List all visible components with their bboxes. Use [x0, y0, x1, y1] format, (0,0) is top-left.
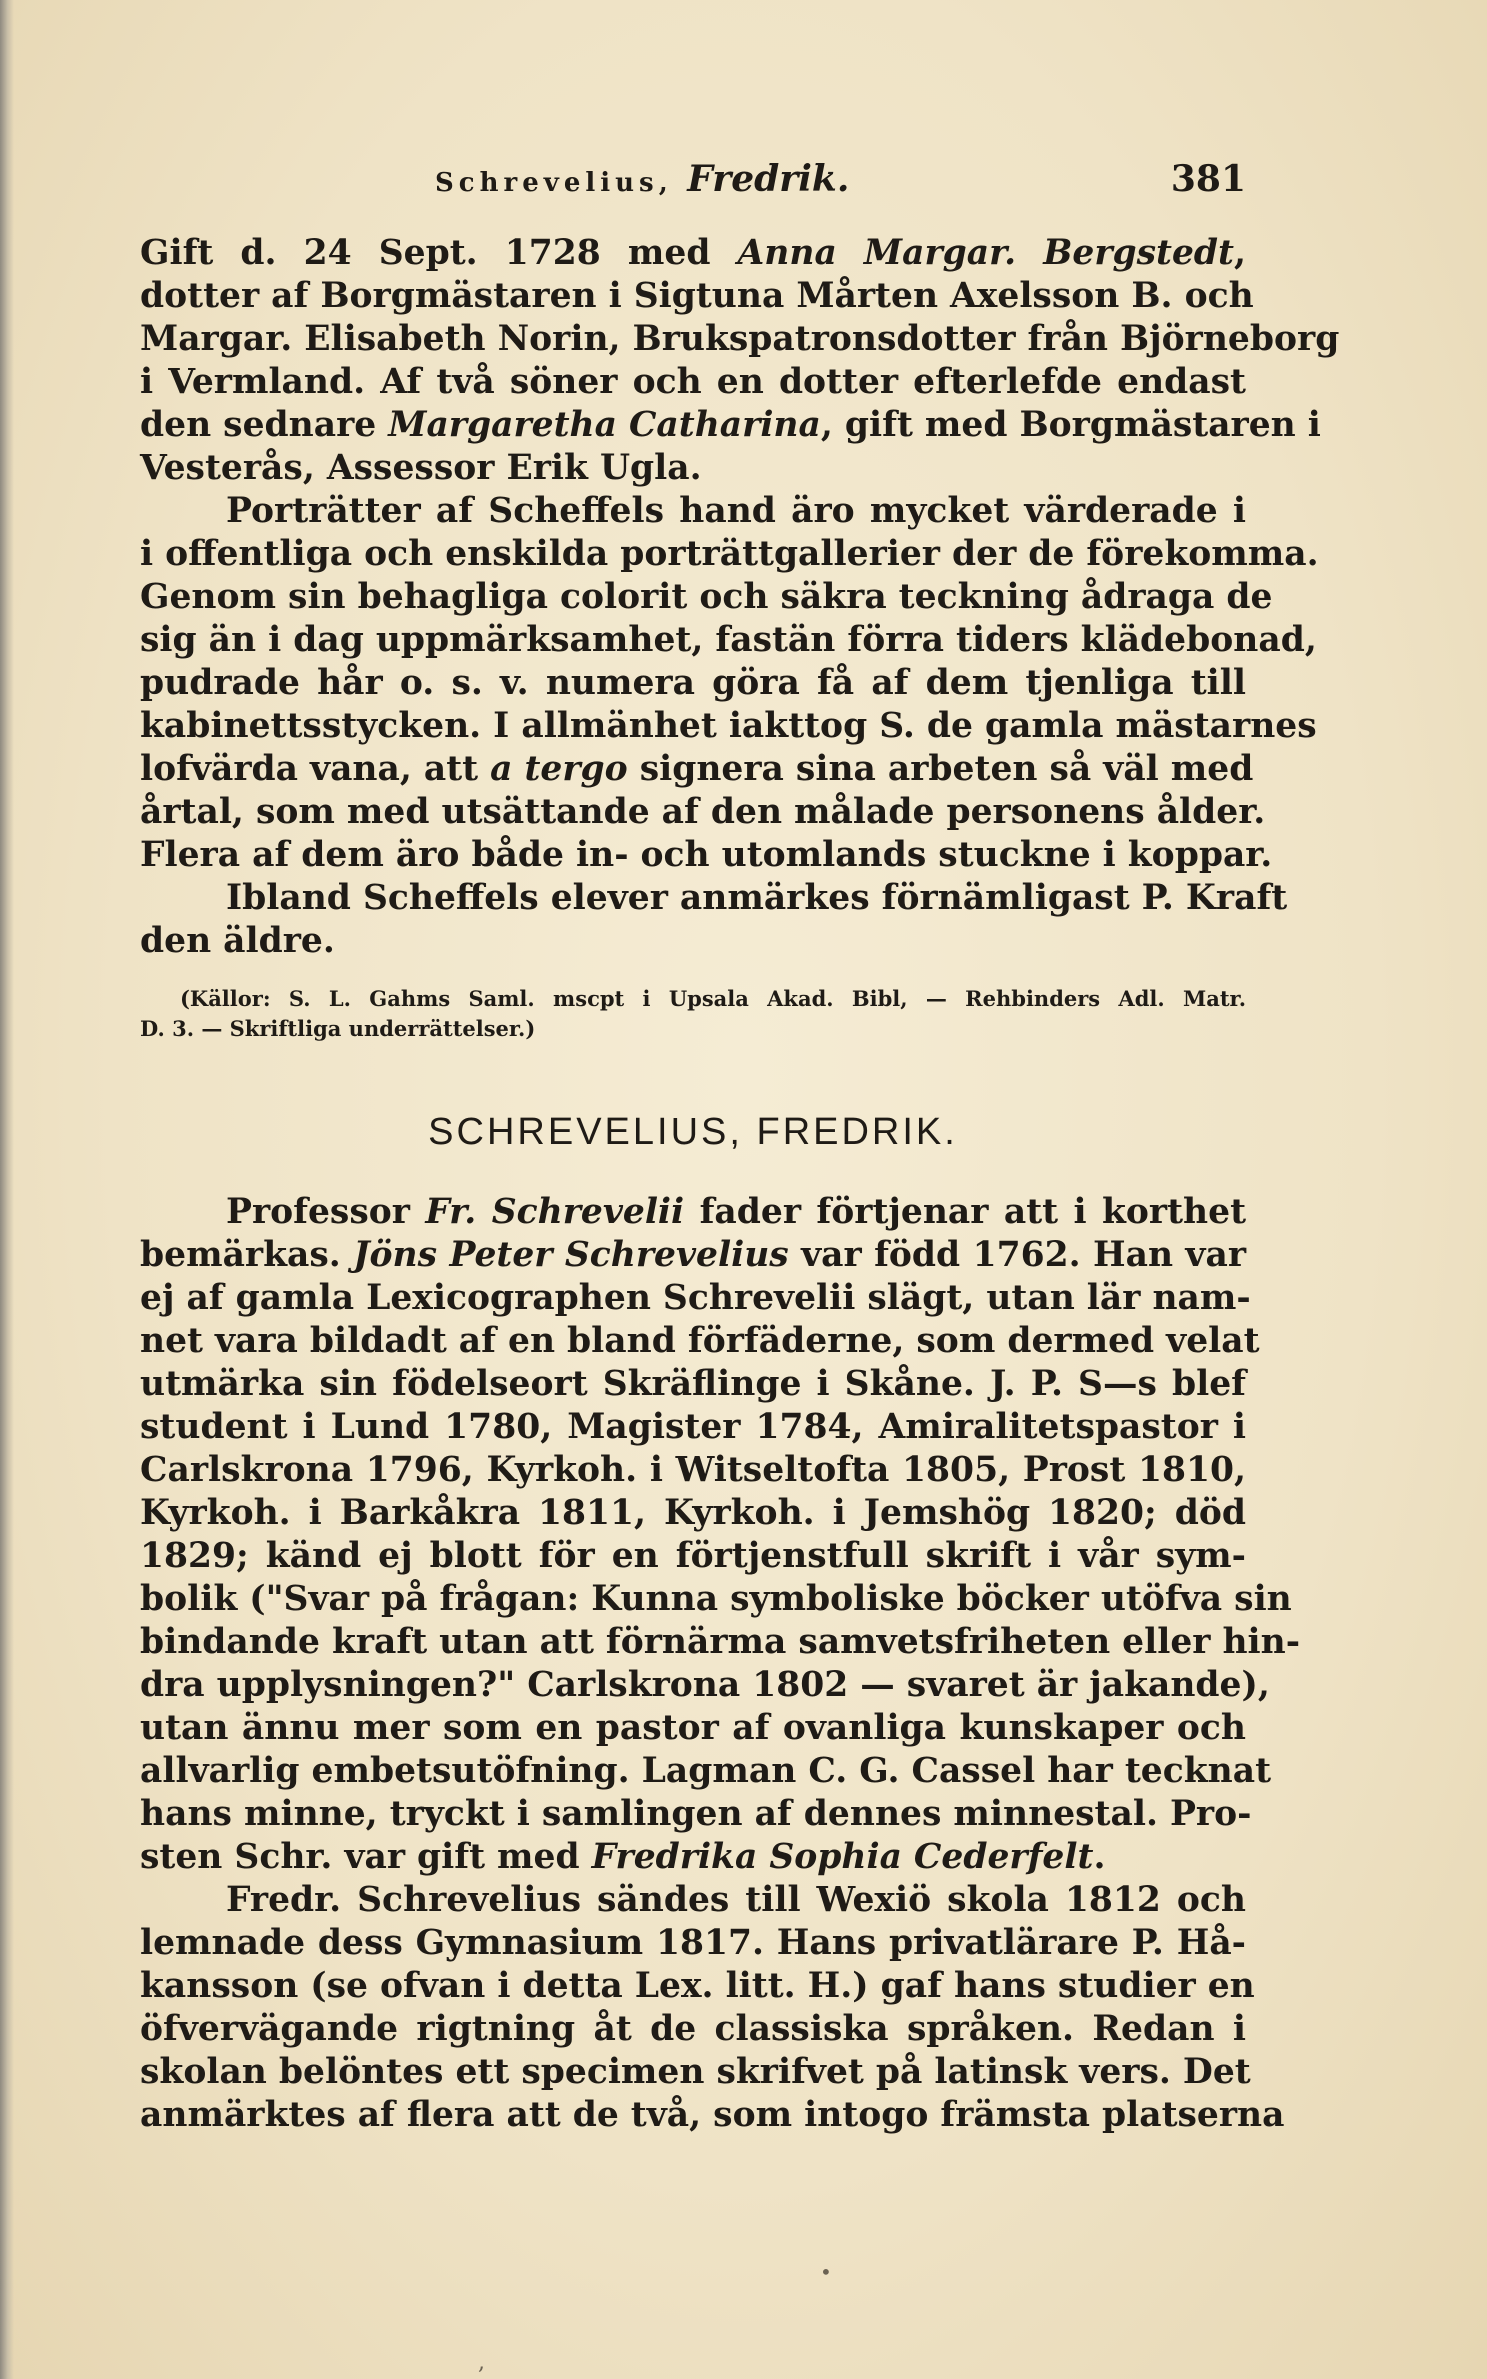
text-line-part: fader förtjenar att i korthet	[684, 1192, 1247, 1232]
text-line: utmärka sin födelseort Skräflinge i Skåne. J. P. S—s blef	[140, 1364, 1246, 1404]
text-line: Kyrkoh. i Barkåkra 1811, Kyrkoh. i Jemshög 1820; död	[140, 1493, 1246, 1533]
person-name: Margaretha Catharina	[388, 405, 821, 445]
text-line-part: ,	[1233, 233, 1246, 273]
text-line	[140, 232, 1246, 275]
sources-line: D. 3. — Skriftliga underrättelser.)	[140, 1016, 536, 1041]
text-line-part: , gift med Borgmästaren i	[820, 405, 1321, 445]
text-line-part: bemärkas.	[140, 1235, 354, 1275]
text-line-part: Gift d. 24 Sept. 1728 med	[140, 233, 738, 273]
text-line: anmärktes af flera att de två, som intogo främsta platserna	[140, 2095, 1285, 2135]
person-name: Anna Margar. Bergstedt	[737, 233, 1234, 273]
person-name: Fredrika Sophia Cederfelt	[591, 1837, 1094, 1877]
text-line: Margar. Elisabeth Norin, Brukspatronsdotter från Björneborg	[140, 319, 1340, 359]
text-line: Vesterås, Assessor Erik Ugla.	[140, 448, 702, 488]
text-line: kabinettsstycken. I allmänhet iakttog S. de gamla mästarnes	[140, 706, 1317, 746]
text-line	[140, 748, 1254, 791]
text-line: hans minne, tryckt i samlingen af dennes minnestal. Pro-	[140, 1794, 1252, 1834]
text-line: utan ännu mer som en pastor af ovanliga kunskaper och	[140, 1708, 1246, 1748]
text-line-part: var född 1762. Han var	[788, 1235, 1247, 1275]
text-line-part: sten Schr. var gift med	[140, 1837, 592, 1877]
text-line: öfvervägande rigtning åt de classiska språken. Redan i	[140, 2009, 1246, 2049]
text-line-part: lofvärda vana, att	[140, 749, 491, 789]
text-line: bolik ("Svar på frågan: Kunna symboliske böcker utöfva sin	[140, 1579, 1292, 1619]
text-line: lemnade dess Gymnasium 1817. Hans privatlärare P. Hå-	[140, 1923, 1246, 1963]
entry-heading: SCHREVELIUS, FREDRIK.	[428, 1111, 958, 1153]
text-line: dra upplysningen?" Carlskrona 1802 — svaret är jakande),	[140, 1665, 1270, 1705]
text-line: Fredr. Schrevelius sändes till Wexiö skola 1812 och	[226, 1880, 1246, 1920]
text-line	[140, 1191, 1246, 1234]
text-line: Flera af dem äro både in- och utomlands stuckne i koppar.	[140, 835, 1273, 875]
text-line	[140, 1836, 1246, 1879]
text-line: den äldre.	[140, 921, 335, 961]
text-line: ej af gamla Lexicographen Schrevelii slägt, utan lär nam-	[140, 1278, 1251, 1318]
text-line: Ibland Scheffels elever anmärkes förnämligast P. Kraft	[226, 878, 1288, 918]
text-line: pudrade hår o. s. v. numera göra få af dem tjenliga till	[140, 663, 1246, 703]
text-line: bindande kraft utan att förnärma samvetsfriheten eller hin-	[140, 1622, 1301, 1662]
text-line	[140, 404, 1321, 447]
ink-speck: ,	[478, 2350, 485, 2375]
running-header	[140, 158, 1246, 208]
text-line: skolan belöntes ett specimen skrifvet på latinsk vers. Det	[140, 2052, 1251, 2092]
ink-speck: •	[820, 2260, 832, 2284]
running-head-surname: Schrevelius,	[435, 168, 673, 198]
latin-phrase: a tergo	[490, 749, 628, 789]
text-line: 1829; känd ej blott för en förtjenstfull skrift i vår sym-	[140, 1536, 1246, 1576]
page-number: 381	[1170, 158, 1246, 200]
text-line: allvarlig embetsutöfning. Lagman C. G. Cassel har tecknat	[140, 1751, 1272, 1791]
text-line	[140, 1234, 1246, 1277]
text-line: i Vermland. Af två söner och en dotter efterlefde endast	[140, 362, 1246, 402]
text-line: kansson (se ofvan i detta Lex. litt. H.) gaf hans studier en	[140, 1966, 1255, 2006]
text-line: i offentliga och enskilda porträttgallerier der de förekomma.	[140, 534, 1319, 574]
text-line: sig än i dag uppmärksamhet, fastän förra tiders klädebonad,	[140, 620, 1317, 660]
text-line: student i Lund 1780, Magister 1784, Amiralitetspastor i	[140, 1407, 1246, 1447]
text-line-part: signera sina arbeten så väl med	[627, 749, 1254, 789]
text-line-part: Professor	[226, 1192, 426, 1232]
running-head	[435, 158, 849, 200]
running-head-forename: Fredrik.	[687, 158, 850, 200]
text-line-part: den sednare	[140, 405, 389, 445]
text-line-part: .	[1093, 1837, 1106, 1877]
person-name: Jöns Peter Schrevelius	[353, 1235, 789, 1275]
text-line: net vara bildadt af en bland förfäderne, som dermed velat	[140, 1321, 1260, 1361]
person-name: Fr. Schrevelii	[425, 1192, 685, 1232]
page-binding-edge	[0, 0, 14, 2379]
sources-line: (Källor: S. L. Gahms Saml. mscpt i Upsala Akad. Bibl, — Rehbinders Adl. Matr.	[180, 986, 1246, 1011]
text-line: Porträtter af Scheffels hand äro mycket värderade i	[226, 491, 1246, 531]
text-line: Carlskrona 1796, Kyrkoh. i Witseltofta 1805, Prost 1810,	[140, 1450, 1246, 1490]
text-line: dotter af Borgmästaren i Sigtuna Mårten Axelsson B. och	[140, 276, 1254, 316]
text-line: Genom sin behagliga colorit och säkra teckning ådraga de	[140, 577, 1273, 617]
text-line: årtal, som med utsättande af den målade personens ålder.	[140, 792, 1266, 832]
